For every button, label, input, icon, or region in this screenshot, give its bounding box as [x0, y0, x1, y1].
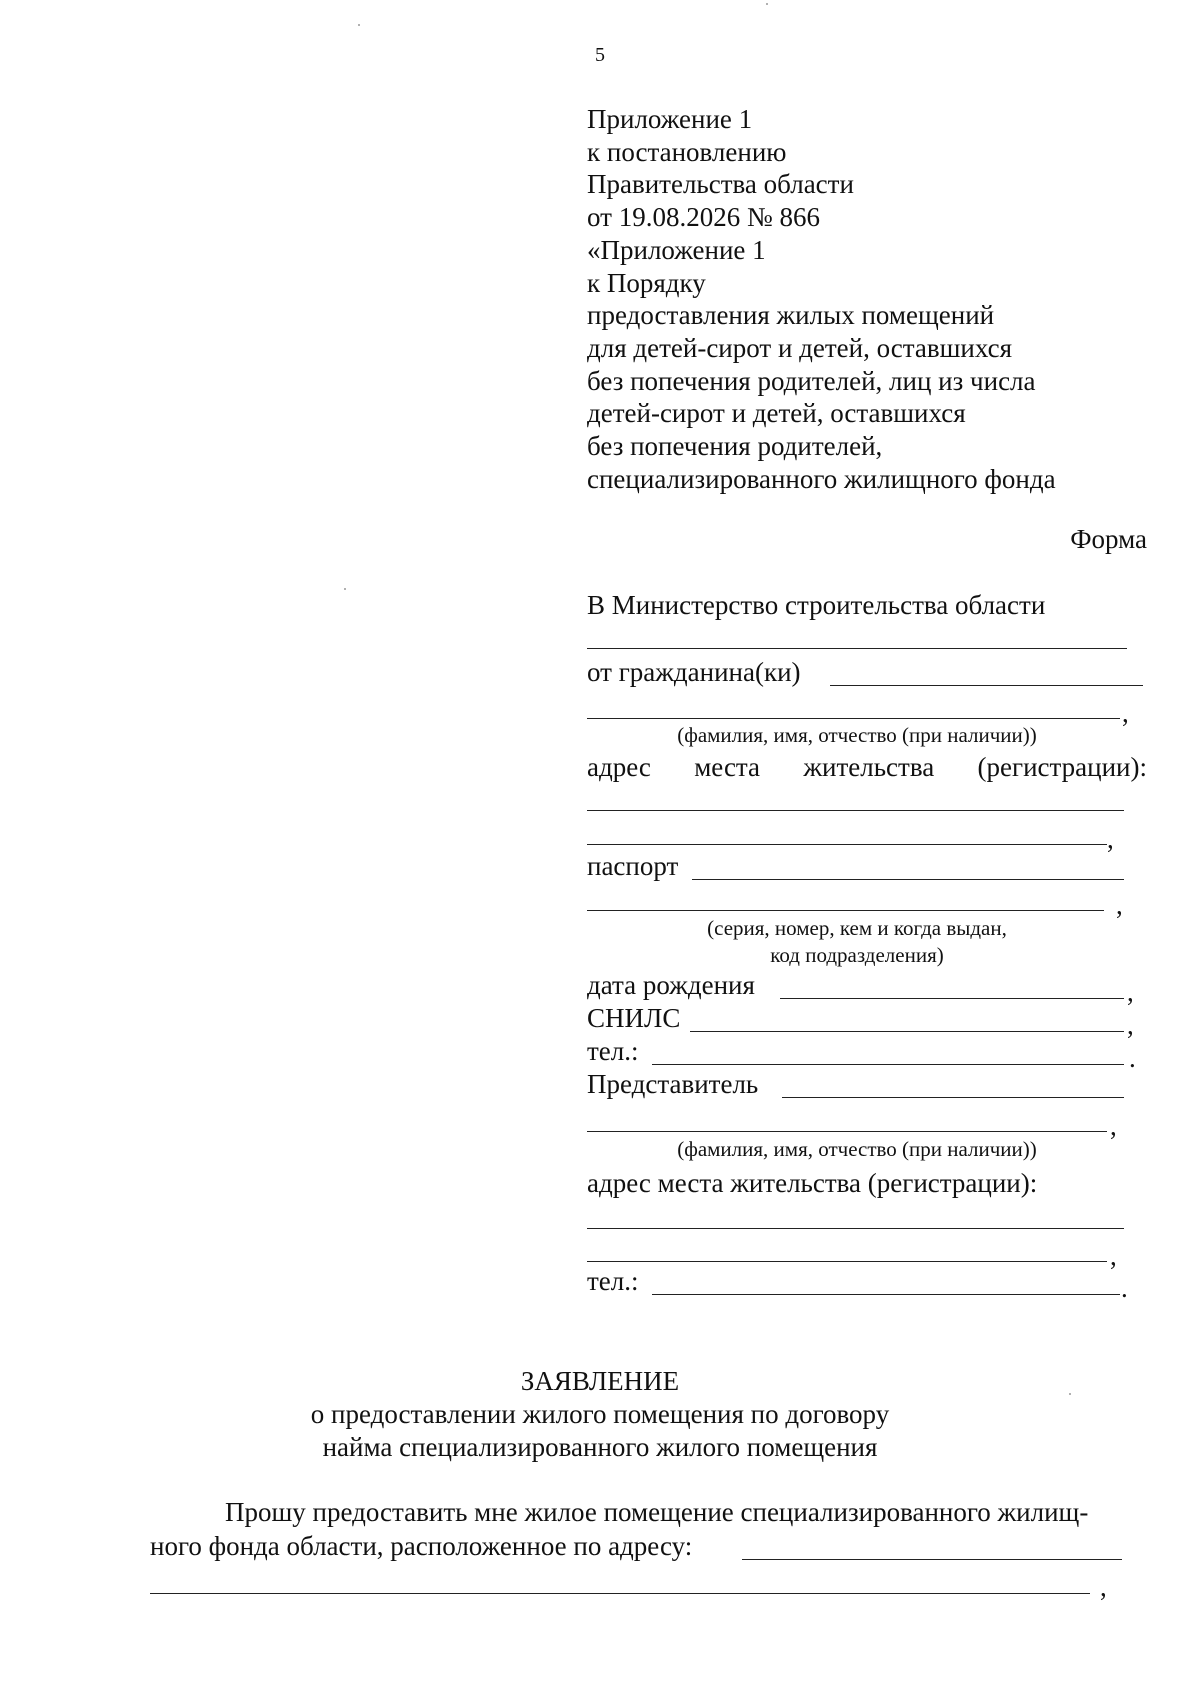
passport-field-2[interactable]	[587, 910, 1104, 911]
blank-line	[587, 648, 1127, 649]
appendix-header	[587, 103, 1147, 495]
appendix-line: Приложение 1	[587, 104, 753, 134]
page-number: 5	[595, 44, 605, 66]
scan-speck	[1069, 1393, 1071, 1395]
rep-address-field-1[interactable]	[587, 1228, 1124, 1229]
representative-label: Представитель	[587, 1069, 759, 1099]
comma: ,	[1116, 890, 1123, 920]
rep-phone-field[interactable]	[652, 1294, 1120, 1295]
passport-label: паспорт	[587, 851, 679, 881]
appendix-line: к постановлению	[587, 136, 787, 167]
address-label-word: адрес	[587, 752, 651, 782]
appendix-line: «Приложение 1	[587, 234, 766, 265]
address-label-word: жительства	[803, 752, 935, 782]
appendix-line: без попечения родителей, лиц из числа	[587, 365, 1036, 396]
rep-phone-label: тел.:	[587, 1266, 639, 1296]
representative-field-1[interactable]	[782, 1097, 1124, 1098]
requested-address-field-1[interactable]	[742, 1559, 1122, 1560]
comma: ,	[1127, 977, 1134, 1007]
statement-subtitle: найма специализированного жилого помещения	[322, 1432, 878, 1462]
appendix-line: для детей-сирот и детей, оставшихся	[587, 332, 1012, 363]
scan-speck	[358, 24, 360, 26]
passport-field-1[interactable]	[692, 879, 1124, 880]
name-hint: (фамилия, имя, отчество (при наличии))	[677, 723, 1037, 747]
requested-address-field-2[interactable]	[150, 1593, 1090, 1594]
rep-address-field-2[interactable]	[587, 1261, 1107, 1262]
phone-field[interactable]	[652, 1064, 1124, 1065]
snils-field[interactable]	[690, 1031, 1124, 1032]
address-label-word: (регистрации):	[977, 752, 1147, 782]
form-label: Форма	[1070, 524, 1147, 554]
rep-name-hint: (фамилия, имя, отчество (при наличии))	[677, 1137, 1037, 1161]
comma: ,	[1110, 1111, 1117, 1141]
appendix-line: детей-сирот и детей, оставшихся	[587, 398, 966, 429]
scan-speck	[344, 588, 346, 590]
period: .	[1129, 1043, 1136, 1073]
address-label-word: места	[694, 752, 761, 782]
period: .	[1121, 1273, 1128, 1303]
representative-field-2[interactable]	[587, 1131, 1107, 1132]
scan-speck	[766, 3, 768, 5]
comma: ,	[1107, 824, 1114, 854]
statement-subtitle: о предоставлении жилого помещения по договору	[310, 1399, 890, 1429]
addressee-ministry: В Министерство строительства области	[587, 590, 1046, 620]
comma: ,	[1127, 1010, 1134, 1040]
address-field-2[interactable]	[587, 844, 1107, 845]
birth-date-field[interactable]	[780, 998, 1124, 999]
comma: ,	[1122, 698, 1129, 728]
statement-body-line: Прошу предоставить мне жилое помещение специализированного жилищ-	[225, 1497, 1089, 1527]
comma: ,	[1100, 1572, 1107, 1602]
from-citizen-label: от гражданина(ки)	[587, 657, 801, 687]
appendix-line: Правительства области	[587, 169, 854, 200]
comma: ,	[1110, 1241, 1117, 1271]
appendix-line: к Порядку	[587, 267, 706, 298]
passport-hint: код подразделения)	[770, 943, 944, 967]
appendix-line: без попечения родителей,	[587, 431, 883, 462]
rep-address-label: адрес места жительства (регистрации):	[587, 1168, 1038, 1198]
address-label	[587, 752, 1147, 786]
citizen-name-field[interactable]	[830, 685, 1143, 686]
statement-title: ЗАЯВЛЕНИЕ	[520, 1366, 680, 1396]
snils-label: СНИЛС	[587, 1003, 681, 1033]
address-field-1[interactable]	[587, 810, 1124, 811]
citizen-name-field-2[interactable]	[587, 718, 1120, 719]
birth-date-label: дата рождения	[587, 970, 755, 1000]
appendix-line: предоставления жилых помещений	[587, 300, 995, 331]
phone-label: тел.:	[587, 1036, 639, 1066]
passport-hint: (серия, номер, кем и когда выдан,	[707, 916, 1007, 940]
appendix-line: от 19.08.2026 № 866	[587, 202, 820, 233]
statement-body-line: ного фонда области, расположенное по адресу:	[150, 1531, 693, 1561]
appendix-line: специализированного жилищного фонда	[587, 463, 1056, 494]
